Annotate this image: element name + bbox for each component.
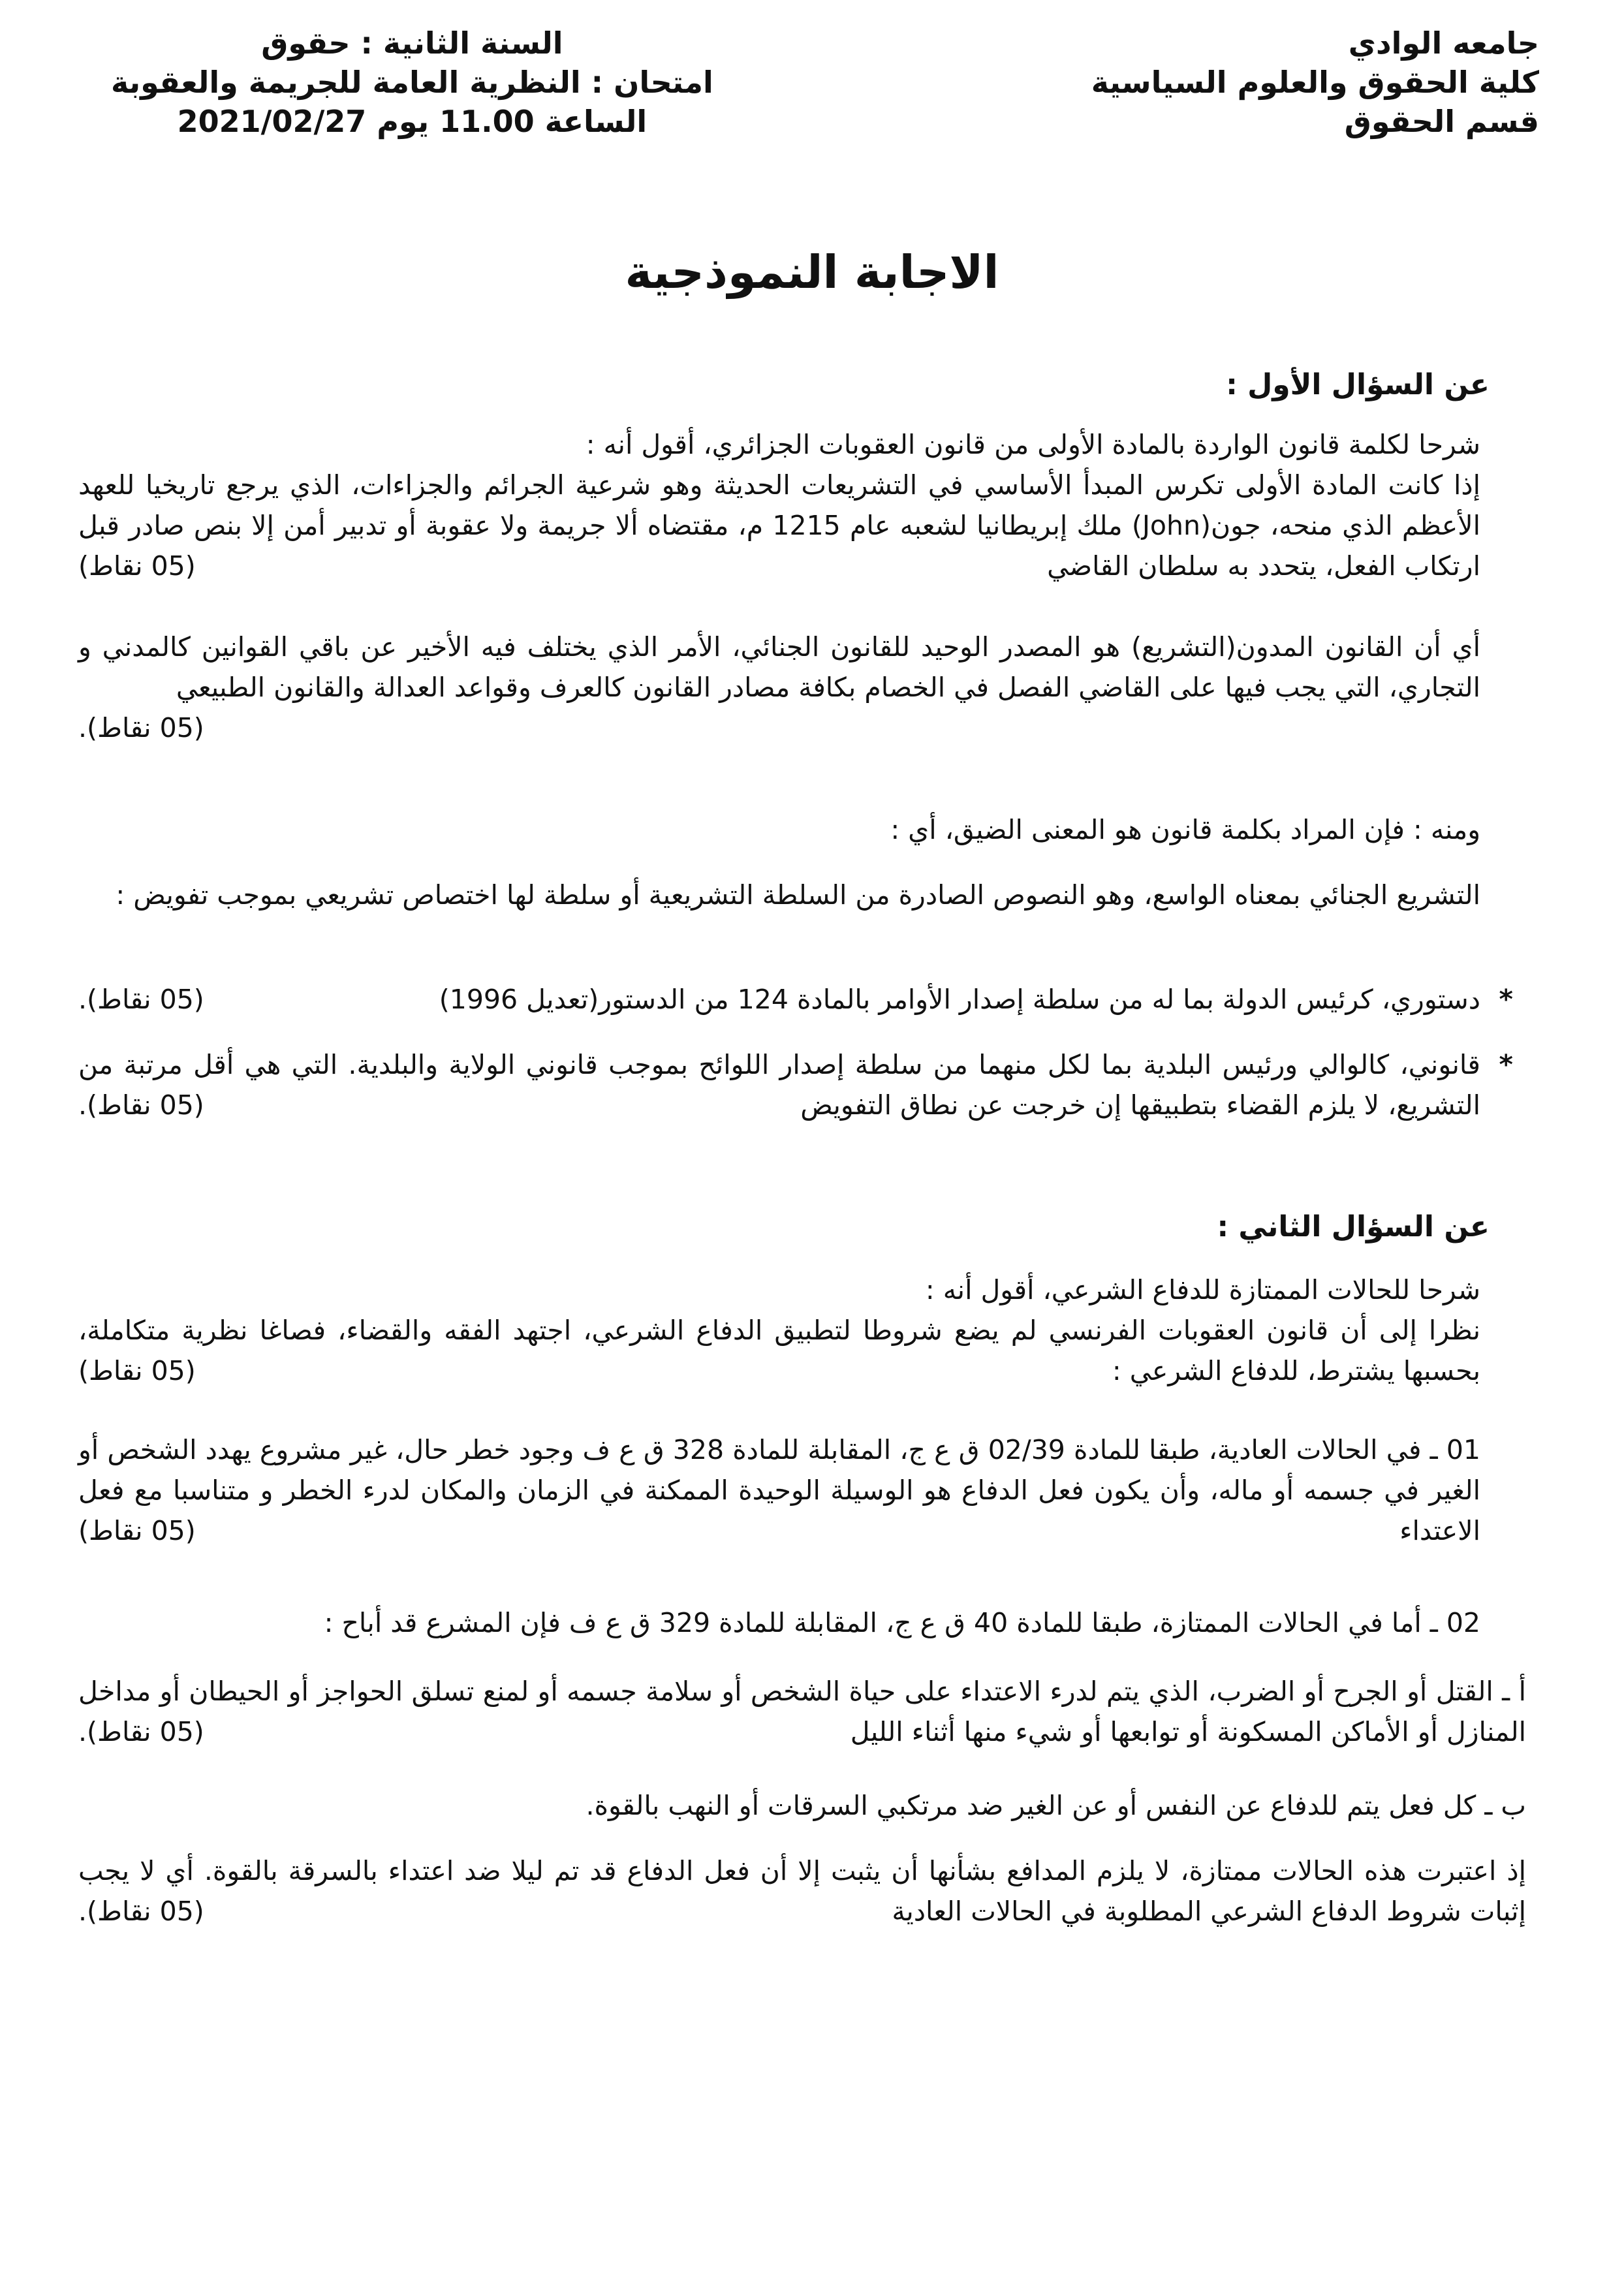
q2-paragraph-6 <box>78 1851 1526 1931</box>
q1-paragraph-2-points: (05 نقاط). <box>78 712 204 743</box>
q1-heading: عن السؤال الأول : <box>1226 368 1490 401</box>
q2-section-4 <box>78 1671 1526 1752</box>
q1-paragraph-4: التشريع الجنائي بمعناه الواسع، وهو النصوص الصادرة من السلطة التشريعية أو سلطة لها اختصاص تشريعي بموجب تفويض : <box>116 879 1480 911</box>
institution-header <box>1091 23 1539 141</box>
q1-bullet-1-text: دستوري، كرئيس الدولة بما له من سلطة إصدار الأوامر بالمادة 124 من الدستور(تعديل 1996) <box>439 984 1480 1015</box>
q2-section-3 <box>78 1602 1526 1643</box>
q1-paragraph-1 <box>78 465 1526 586</box>
q1-section-4 <box>78 875 1526 915</box>
university-name: جامعه الوادي <box>1348 25 1539 61</box>
q2-item-a-points: (05 نقاط). <box>78 1716 204 1747</box>
q2-section-6 <box>78 1851 1526 1931</box>
q1-bullets <box>78 979 1526 1020</box>
q2-paragraph-6-points: (05 نقاط). <box>78 1896 204 1927</box>
q2-paragraph-1-points: (05 نقاط) <box>78 1355 196 1386</box>
q2-paragraph-6-text: إذ اعتبرت هذه الحالات ممتازة، لا يلزم المدافع بشأنها أن يثبت إلا أن فعل الدفاع قد تم ليلا ضد اعتداء بالسرقة بالقوة. أي لا يجب إثبات شروط الدفاع الشرعي المطلوبة في الحالات العادية <box>78 1855 1526 1927</box>
faculty-name: كلية الحقوق والعلوم السياسية <box>1091 65 1539 100</box>
q2-intro: شرحا للحالات الممتازة للدفاع الشرعي، أقول أنه : <box>925 1274 1480 1305</box>
q1-bullet-2 <box>78 1044 1526 1125</box>
q1-bullets-2 <box>78 1044 1526 1125</box>
q1-section-2 <box>78 627 1526 748</box>
q1-paragraph-1-text: إذا كانت المادة الأولى تكرس المبدأ الأساسي في التشريعات الحديثة وهو شرعية الجرائم والجزاءات، الذي يرجع تاريخيا للعهد الأعظم الذي منحه، جون(John) ملك إبريطانيا لشعبه عام 1215 م، مقتضاه ألا جريمة ولا عقوبة أو تدبير أمن إلا بنص صادر قبل ارتكاب الفعل، يتحدد به سلطان القاضي <box>78 469 1481 582</box>
exam-subject: امتحان : النظرية العامة للجريمة والعقوبة <box>111 65 713 100</box>
q2-item-a <box>78 1671 1526 1752</box>
q1-paragraph-2-text: أي أن القانون المدون(التشريع) هو المصدر الوحيد للقانون الجنائي، الأمر الذي يختلف فيه الأخير عن باقي القوانين كالمدني و التجاري، التي يجب فيها على القاضي الفصل في الخصام بكافة مصادر القانون كالعرف وقواعد العدالة والقانون الطبيعي <box>78 631 1480 703</box>
q1-bullet-1 <box>78 979 1526 1020</box>
study-year: السنة الثانية : حقوق <box>261 25 563 61</box>
q2-section <box>78 1270 1526 1391</box>
department-name: قسم الحقوق <box>1344 104 1539 139</box>
q2-paragraph-3: 02 ـ أما في الحالات الممتازة، طبقا للمادة 40 ق ع ج، المقابلة للمادة 329 ق ع ف فإن المشرع قد أباح : <box>324 1607 1480 1638</box>
q1-bullet-2-text: قانوني، كالوالي ورئيس البلدية بما لكل منهما من سلطة إصدار اللوائح بموجب قانوني الولاية والبلدية. التي هي أقل مرتبة من التشريع، لا يلزم القضاء بتطبيقها إن خرجت عن نطاق التفويض <box>78 1049 1480 1121</box>
page-title: الاجابة النموذجية <box>625 245 999 299</box>
q2-paragraph-2 <box>78 1430 1526 1551</box>
q1-bullet-1-points: (05 نقاط). <box>78 984 204 1015</box>
q2-paragraph-1-text: نظرا إلى أن قانون العقوبات الفرنسي لم يضع شروطا لتطبيق الدفاع الشرعي، اجتهد الفقه والقضاء، فصاغا نظرية متكاملة، بحسبها يشترط، للدفاع الشرعي : <box>78 1315 1480 1386</box>
q1-paragraph-2 <box>78 627 1526 748</box>
q2-paragraph-2-text: 01 ـ في الحالات العادية، طبقا للمادة 02/39 ق ع ج، المقابلة للمادة 328 ق ع ف وجود خطر حال، غير مشروع يهدد الشخص أو الغير في جسمه أو ماله، وأن يكون فعل الدفاع هو الوسيلة الوحيدة الممكنة في الزمان والمكان لدرء الخطر و متناسبا مع فعل الاعتداء <box>78 1434 1480 1546</box>
exam-info-header <box>111 23 713 141</box>
exam-time: الساعة 11.00 يوم 2021/02/27 <box>177 104 648 139</box>
q1-intro: شرحا لكلمة قانون الواردة بالمادة الأولى من قانون العقوبات الجزائري، أقول أنه : <box>586 429 1480 460</box>
q2-paragraph-2-points: (05 نقاط) <box>78 1515 196 1546</box>
q1-paragraph-3: ومنه : فإن المراد بكلمة قانون هو المعنى الضيق، أي : <box>890 814 1480 845</box>
q2-section-5 <box>78 1785 1526 1826</box>
q2-heading: عن السؤال الثاني : <box>1217 1210 1490 1243</box>
q1-paragraph-1-points: (05 نقاط) <box>78 550 196 582</box>
q1-section-3 <box>78 809 1526 850</box>
q2-item-a-text: أ ـ القتل أو الجرح أو الضرب، الذي يتم لدرء الاعتداء على حياة الشخص أو سلامة جسمه أو لمنع تسلق الحواجز أو الحيطان أو مداخل المنازل أو الأماكن المسكونة أو توابعها أو شيء منها أثناء الليل <box>78 1676 1526 1747</box>
q1-bullet-2-points: (05 نقاط). <box>78 1089 204 1121</box>
q2-section-2 <box>78 1430 1526 1551</box>
q2-paragraph-1 <box>78 1310 1526 1391</box>
q2-item-b: ب ـ كل فعل يتم للدفاع عن النفس أو عن الغير ضد مرتكبي السرقات أو النهب بالقوة. <box>586 1790 1526 1821</box>
q1-section <box>78 424 1526 586</box>
